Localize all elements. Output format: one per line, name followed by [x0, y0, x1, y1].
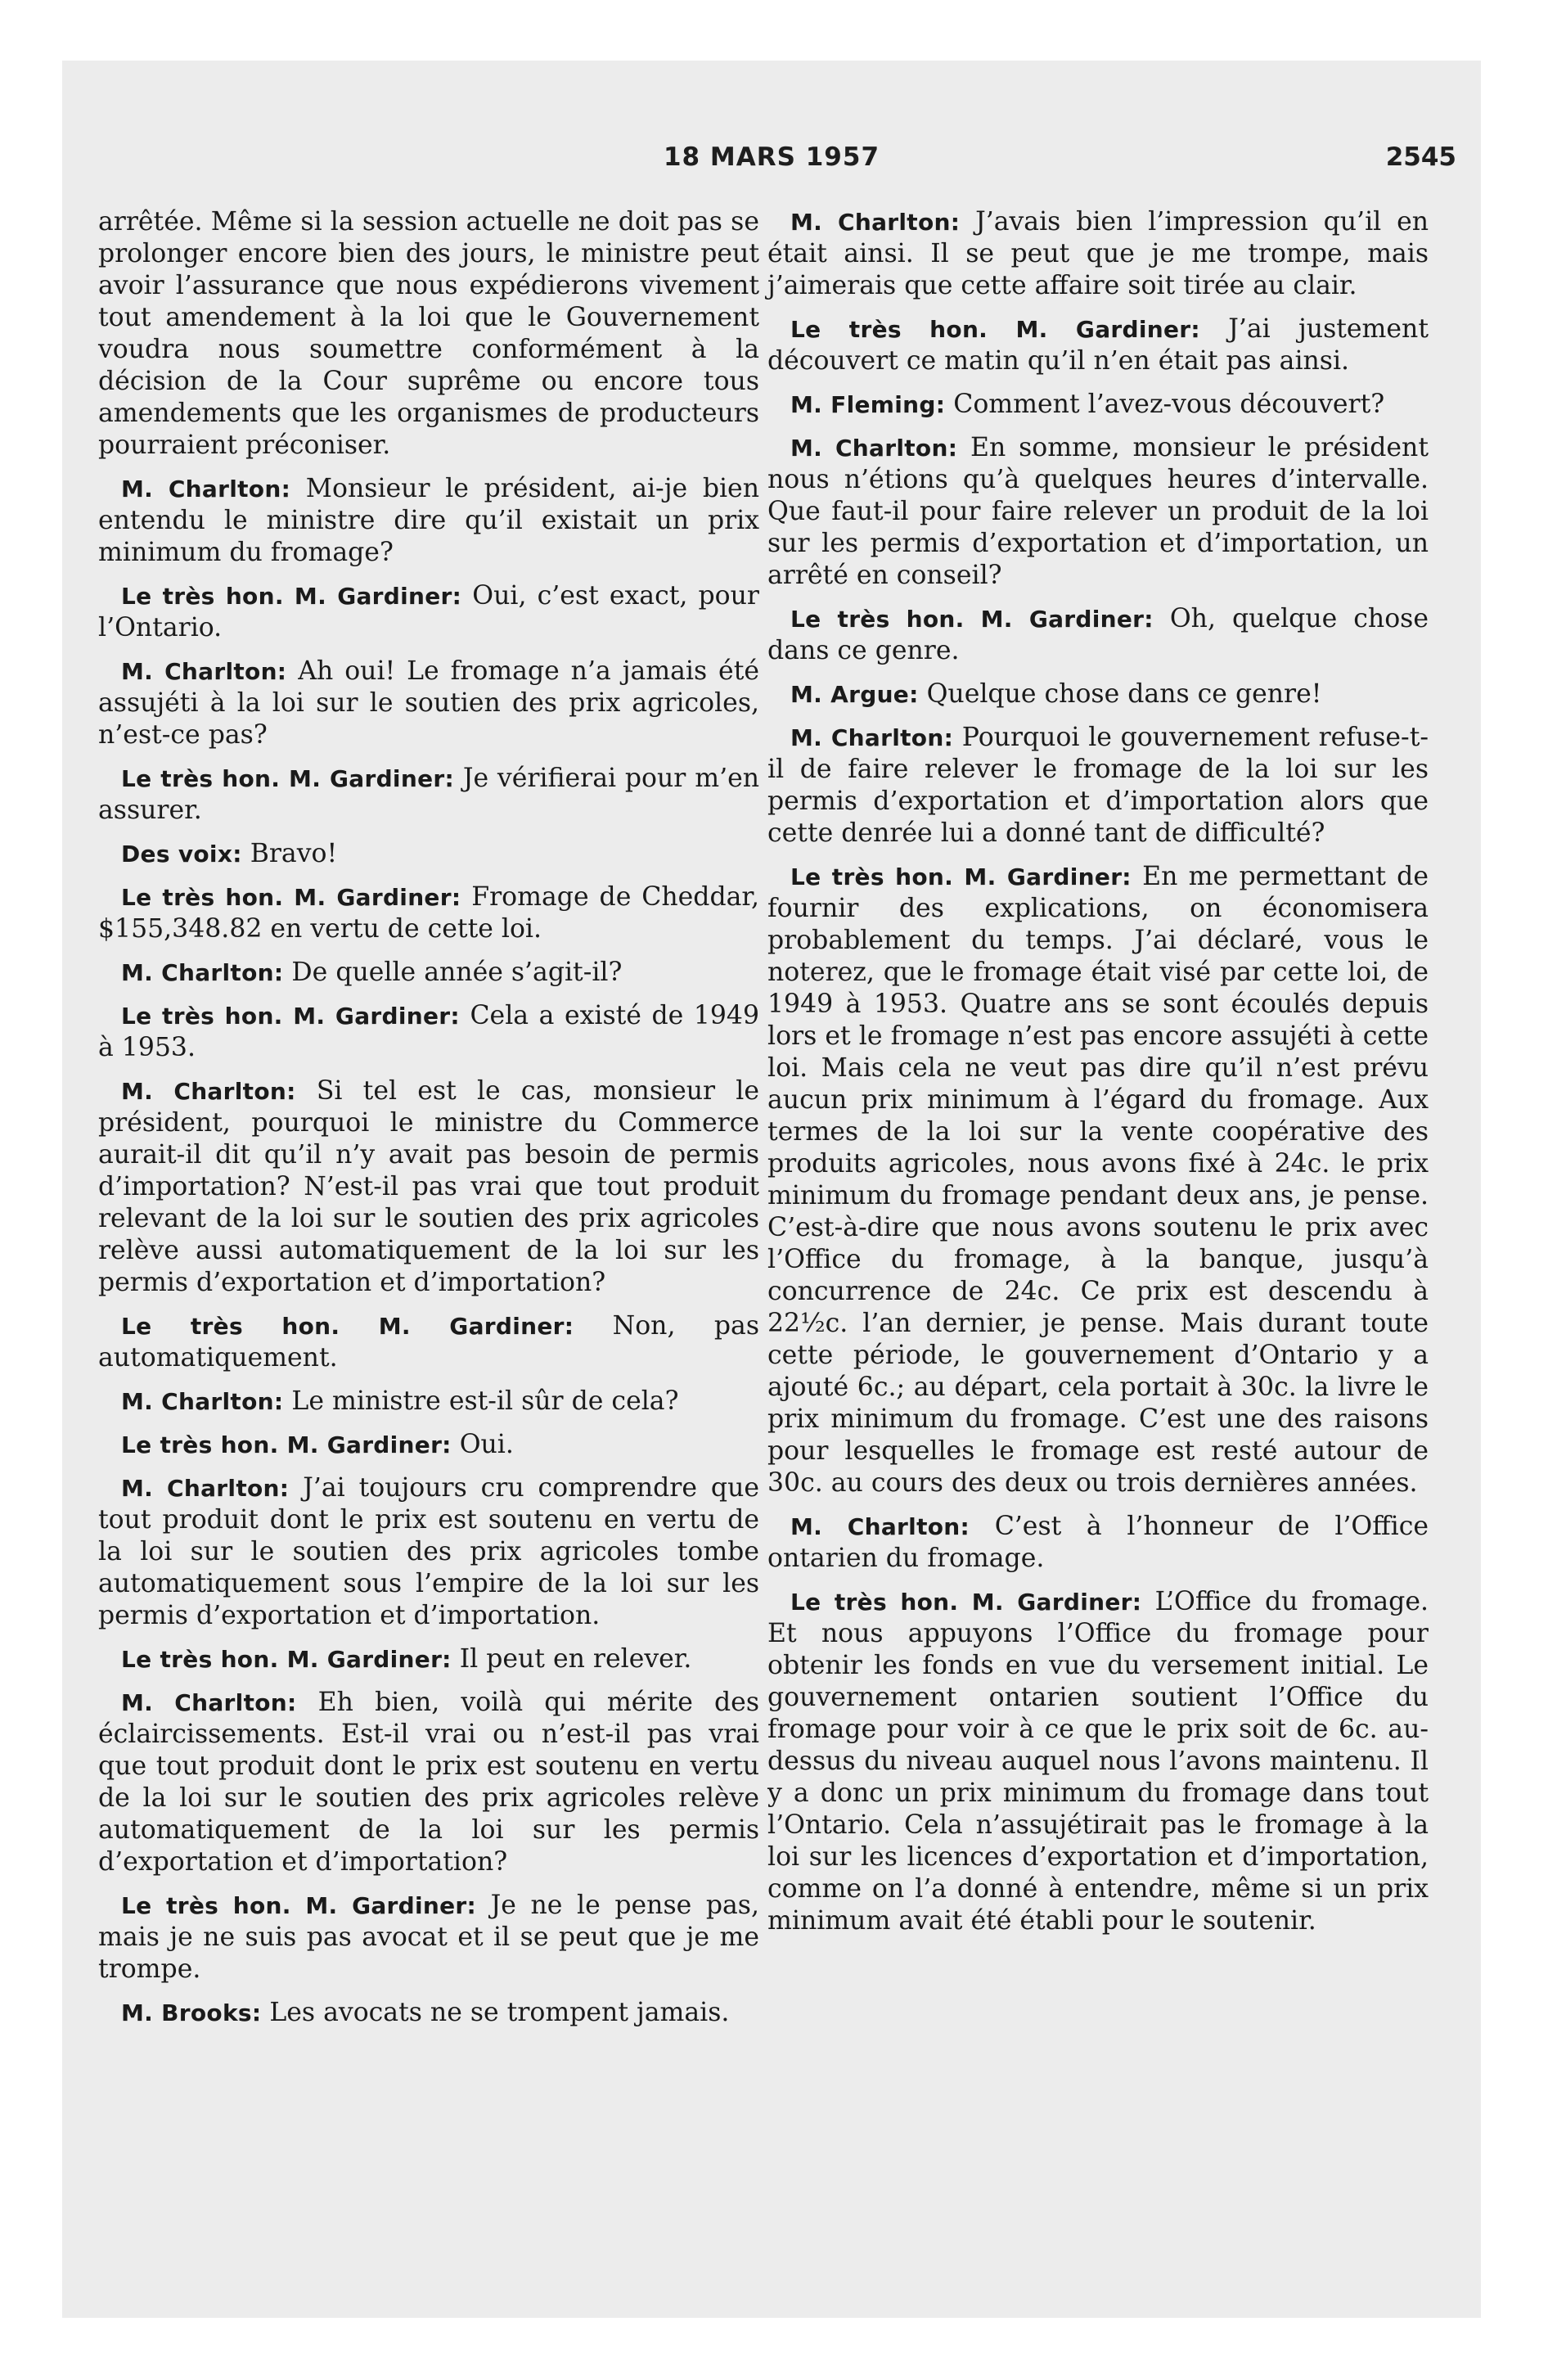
speaker-name: Le très hon. M. Gardiner:: [121, 1313, 574, 1340]
speaker-name: Le très hon. M. Gardiner:: [121, 1646, 452, 1673]
speaker-name: Le très hon. M. Gardiner:: [121, 1892, 477, 1919]
speech-text: Oui.: [459, 1430, 514, 1459]
speech-text: Quelque chose dans ce genre!: [926, 679, 1322, 709]
speech-paragraph: [767, 861, 1429, 1499]
page-number: 2545: [1385, 142, 1456, 172]
speech-paragraph: [767, 432, 1429, 592]
speaker-name: M. Charlton:: [790, 435, 958, 462]
speech-paragraph: [98, 1310, 759, 1374]
speech-paragraph: [98, 1386, 759, 1418]
speaker-name: M. Charlton:: [121, 1078, 296, 1105]
speech-paragraph: [98, 656, 759, 751]
speaker-name: M. Brooks:: [121, 1999, 262, 2026]
speech-paragraph: [98, 473, 759, 569]
speech-paragraph: [98, 1000, 759, 1064]
right-column: [767, 206, 1429, 1949]
speech-paragraph: [767, 1586, 1429, 1937]
speech-paragraph: [98, 1472, 759, 1632]
page-header: [62, 142, 1481, 192]
speech-paragraph: [98, 206, 759, 462]
speech-paragraph: [767, 722, 1429, 850]
speech-text: Oui, c’est exact, pour l’Ontario.: [98, 581, 759, 642]
speaker-name: Le très hon. M. Gardiner:: [790, 863, 1132, 890]
page-date: 18 MARS 1957: [663, 142, 880, 172]
speaker-name: M. Charlton:: [121, 1689, 297, 1716]
speech-text: Monsieur le président, ai-je bien entendu le ministre dire qu’il existait un prix minimum du fromage?: [98, 474, 759, 567]
speech-text: arrêtée. Même si la session actuelle ne doit pas se prolonger encore bien des jours, le ministre peut avoir l’assurance que nous expédierons vivement tout amendement à la loi que le Gouvernement voudra nous soumettre conformément à la décision de la Cour suprême ou encore tous amendements que les organismes de producteurs pourraient préconiser.: [98, 207, 759, 460]
speech-paragraph: [98, 580, 759, 644]
speech-paragraph: [98, 1997, 759, 2029]
left-column: [98, 206, 759, 2040]
speech-paragraph: [767, 603, 1429, 667]
speaker-name: Le très hon. M. Gardiner:: [121, 884, 461, 911]
speech-text: Bravo!: [250, 839, 338, 868]
speaker-name: Le très hon. M. Gardiner:: [121, 1431, 452, 1458]
speech-text: Le ministre est-il sûr de cela?: [291, 1386, 679, 1416]
speech-text: J’ai justement découvert ce matin qu’il n’en était pas ainsi.: [767, 314, 1429, 376]
speech-text: Eh bien, voilà qui mérite des éclaircissements. Est-il vrai ou n’est-il pas vrai que tout produit dont le prix est soutenu en vertu de la loi sur le soutien des prix agricoles relève automatiquement de la loi sur les permis d’exportation et d’importation?: [98, 1688, 759, 1877]
speech-text: Je vérifierai pour m’en assurer.: [98, 764, 760, 825]
speaker-name: Des voix:: [121, 841, 242, 868]
speaker-name: M. Charlton:: [121, 476, 291, 503]
speech-paragraph: [98, 1643, 759, 1675]
speaker-name: Le très hon. M. Gardiner:: [121, 765, 454, 792]
speaker-name: M. Charlton:: [121, 1475, 290, 1502]
speaker-name: Le très hon. M. Gardiner:: [790, 606, 1154, 633]
speech-paragraph: [98, 1429, 759, 1461]
speech-paragraph: [98, 838, 759, 870]
speech-text: Il peut en relever.: [459, 1644, 692, 1674]
speech-text: C’est à l’honneur de l’Office ontarien du fromage.: [767, 1512, 1429, 1573]
speaker-name: M. Charlton:: [790, 1513, 970, 1540]
speaker-name: M. Fleming:: [790, 391, 946, 418]
speech-paragraph: [98, 763, 759, 827]
speech-text: Les avocats ne se trompent jamais.: [269, 1998, 730, 2027]
speech-paragraph: [767, 206, 1429, 302]
speaker-name: M. Argue:: [790, 681, 919, 708]
speaker-name: Le très hon. M. Gardiner:: [121, 583, 462, 610]
speech-text: En somme, monsieur le président nous n’étions qu’à quelques heures d’intervalle. Que faut-il pour faire relever un produit de la loi sur les permis d’exportation et d’importation, un arrêté en conseil?: [767, 433, 1429, 590]
speech-text: L’Office du fromage. Et nous appuyons l’Office du fromage pour obtenir les fonds en vue du versement initial. Le gouvernement ontarien soutient l’Office du fromage pour voir à ce que le prix soit de 6c. au-dessus du niveau auquel nous l’avons maintenu. Il y a donc un prix minimum du fromage dans tout l’Ontario. Cela n’assujétirait pas le fromage à la loi sur les licences d’exportation et d’importation, comme on l’a donné à entendre, même si un prix minimum avait été établi pour le soutenir.: [767, 1587, 1429, 1936]
speech-text: Fromage de Cheddar, $155,348.82 en vertu de cette loi.: [98, 882, 760, 944]
speech-text: Si tel est le cas, monsieur le président, pourquoi le ministre du Commerce aurait-il dit qu’il n’y avait pas besoin de permis d’importation? N’est-il pas vrai que tout produit relevant de la loi sur le soutien des prix agricoles relève aussi automatiquement de la loi sur les permis d’exportation et d’importation?: [98, 1076, 759, 1297]
speech-paragraph: [767, 313, 1429, 377]
speech-text: Oh, quelque chose dans ce genre.: [767, 604, 1429, 665]
speaker-name: M. Charlton:: [121, 1388, 284, 1415]
speech-text: J’avais bien l’impression qu’il en était ainsi. Il se peut que je me trompe, mais j’aimerais que cette affaire soit tirée au clair.: [767, 207, 1429, 300]
speech-paragraph: [98, 957, 759, 989]
speech-text: Non, pas automatiquement.: [98, 1311, 759, 1373]
speaker-name: Le très hon. M. Gardiner:: [790, 1589, 1142, 1616]
speech-paragraph: [767, 1511, 1429, 1575]
speech-paragraph: [767, 678, 1429, 710]
speech-text: Comment l’avez-vous découvert?: [953, 390, 1385, 419]
speech-paragraph: [98, 1890, 759, 1986]
speech-paragraph: [98, 1075, 759, 1299]
speech-text: Je ne le pense pas, mais je ne suis pas avocat et il se peut que je me trompe.: [98, 1891, 759, 1984]
scanned-page: [62, 61, 1481, 2318]
speech-text: De quelle année s’agit-il?: [291, 958, 623, 987]
speaker-name: M. Charlton:: [121, 959, 284, 986]
speaker-name: Le très hon. M. Gardiner:: [790, 316, 1200, 343]
speech-text: J’ai toujours cru comprendre que tout produit dont le prix est soutenu en vertu de la loi sur le soutien des prix agricoles tombe automatiquement sous l’empire de la loi sur les permis d’exportation et d’importation.: [98, 1473, 759, 1630]
speech-text: Cela a existé de 1949 à 1953.: [98, 1001, 760, 1062]
speaker-name: Le très hon. M. Gardiner:: [121, 1003, 460, 1030]
speech-text: Pourquoi le gouvernement refuse-t-il de faire relever le fromage de la loi sur les permis d’exportation et d’importation alors que cette denrée lui a donné tant de difficulté?: [767, 723, 1429, 848]
speech-paragraph: [98, 1687, 759, 1878]
speech-paragraph: [98, 881, 759, 945]
speaker-name: M. Charlton:: [790, 209, 961, 236]
speech-text: Ah oui! Le fromage n’a jamais été assujéti à la loi sur le soutien des prix agricoles, n’est-ce pas?: [98, 656, 759, 750]
speaker-name: M. Charlton:: [121, 658, 287, 685]
speaker-name: M. Charlton:: [790, 724, 954, 751]
speech-paragraph: [767, 389, 1429, 421]
speech-text: En me permettant de fournir des explications, on économisera probablement du temps. J’ai déclaré, vous le noterez, que le fromage était visé par cette loi, de 1949 à 1953. Quatre ans se sont écoulés depuis lors et le fromage n’est pas encore assujéti à cette loi. Mais cela ne veut pas dire qu’il n’est prévu aucun prix minimum à l’égard du fromage. Aux termes de la loi sur la vente coopérative des produits agricoles, nous avons fixé à 24c. le prix minimum du fromage pendant deux ans, je pense. C’est-à-dire que nous avons soutenu le prix avec l’Office du fromage, à la banque, jusqu’à concurrence de 24c. Ce prix est descendu à 22½c. l’an dernier, je pense. Mais durant toute cette période, le gouvernement d’Ontario y a ajouté 6c.; au départ, cela portait à 30c. la livre le prix minimum du fromage. C’est une des raisons pour lesquelles le fromage est resté autour de 30c. au cours des deux ou trois dernières années.: [767, 862, 1429, 1498]
